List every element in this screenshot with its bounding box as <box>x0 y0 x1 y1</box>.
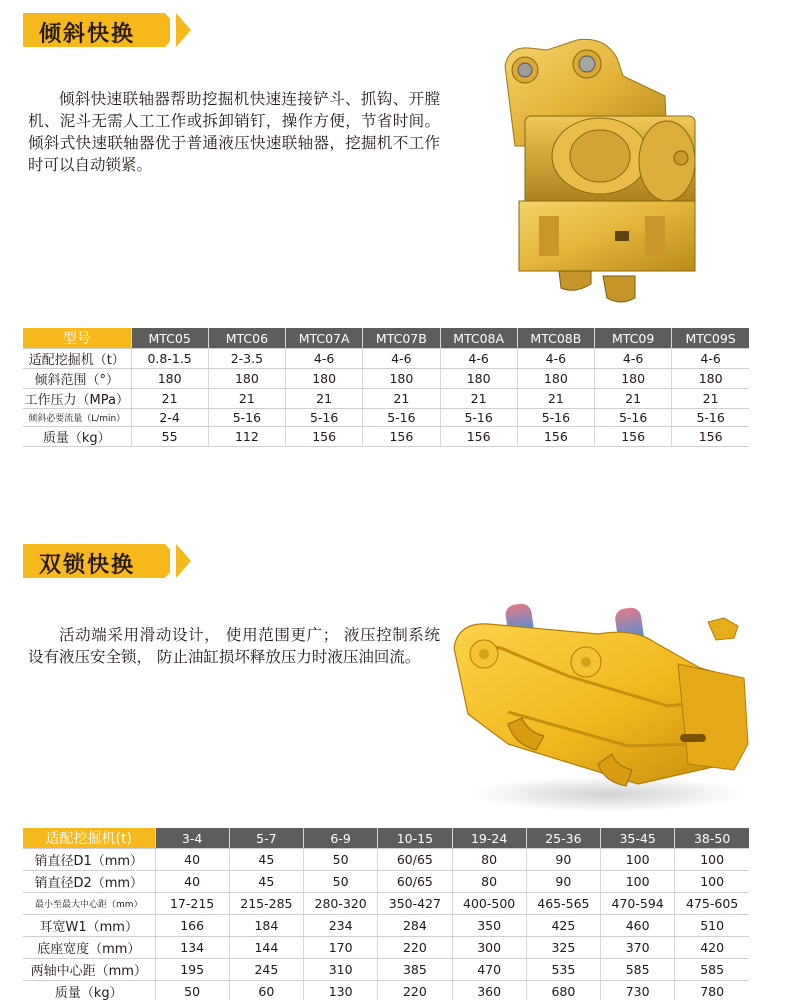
table-cell: 5-16 <box>208 409 285 427</box>
table-header-cell: MTC08B <box>517 328 594 349</box>
section2-banner <box>23 544 193 578</box>
table-cell: 460 <box>601 915 675 937</box>
table-row <box>23 937 749 959</box>
table-row <box>23 849 749 871</box>
table-header-cell: 19-24 <box>452 828 526 849</box>
row-label: 倾斜范围（°） <box>23 369 131 389</box>
table-cell: 156 <box>363 427 440 447</box>
table-cell: 4-6 <box>672 349 749 369</box>
row-label: 底座宽度（mm） <box>23 937 155 959</box>
row-label: 两轴中心距（mm） <box>23 959 155 981</box>
table-row <box>23 389 749 409</box>
row-label: 耳宽W1（mm） <box>23 915 155 937</box>
table-cell: 21 <box>672 389 749 409</box>
table-cell: 17-215 <box>155 893 229 915</box>
table-cell: 50 <box>304 871 378 893</box>
table-cell: 220 <box>378 937 452 959</box>
table-cell: 360 <box>452 981 526 1000</box>
table-cell: 425 <box>526 915 600 937</box>
table-cell: 156 <box>286 427 363 447</box>
table-cell: 60 <box>229 981 303 1000</box>
table-cell: 4-6 <box>440 349 517 369</box>
table-cell: 180 <box>286 369 363 389</box>
table-cell: 465-565 <box>526 893 600 915</box>
table-row <box>23 427 749 447</box>
table-cell: 156 <box>672 427 749 447</box>
table-cell: 2-4 <box>131 409 208 427</box>
table-row <box>23 981 749 1000</box>
table-cell: 156 <box>595 427 672 447</box>
table-cell: 730 <box>601 981 675 1000</box>
table-cell: 4-6 <box>363 349 440 369</box>
table-cell: 50 <box>155 981 229 1000</box>
row-label: 质量（kg） <box>23 981 155 1000</box>
table-header-cell: 6-9 <box>304 828 378 849</box>
table-cell: 385 <box>378 959 452 981</box>
table-cell: 60/65 <box>378 849 452 871</box>
table-cell: 130 <box>304 981 378 1000</box>
table-cell: 21 <box>131 389 208 409</box>
table-cell: 144 <box>229 937 303 959</box>
section2-spec-table <box>23 828 749 1000</box>
table-cell: 21 <box>208 389 285 409</box>
table-row <box>23 893 749 915</box>
table-cell: 100 <box>675 849 749 871</box>
table-cell: 166 <box>155 915 229 937</box>
row-label: 倾斜必要流量（L/min） <box>23 409 131 427</box>
table-cell: 90 <box>526 849 600 871</box>
table-cell: 420 <box>675 937 749 959</box>
table-cell: 370 <box>601 937 675 959</box>
table-header-cell: 3-4 <box>155 828 229 849</box>
table-header-cell: MTC09S <box>672 328 749 349</box>
section2-header-label: 适配挖掘机(t) <box>23 828 155 849</box>
section1-spec-table <box>23 328 749 447</box>
table-cell: 134 <box>155 937 229 959</box>
table-header-cell: 38-50 <box>675 828 749 849</box>
table-header-cell: MTC09 <box>595 328 672 349</box>
table-cell: 100 <box>675 871 749 893</box>
table-header-cell: 5-7 <box>229 828 303 849</box>
table-cell: 90 <box>526 871 600 893</box>
table-cell: 780 <box>675 981 749 1000</box>
table-cell: 5-16 <box>672 409 749 427</box>
table-cell: 45 <box>229 849 303 871</box>
table-row <box>23 915 749 937</box>
row-label: 销直径D1（mm） <box>23 849 155 871</box>
table-cell: 180 <box>208 369 285 389</box>
table-cell: 300 <box>452 937 526 959</box>
table-row <box>23 369 749 389</box>
table-cell: 0.8-1.5 <box>131 349 208 369</box>
table-cell: 100 <box>601 849 675 871</box>
table-cell: 5-16 <box>595 409 672 427</box>
table-header-cell: MTC07B <box>363 328 440 349</box>
table-row <box>23 871 749 893</box>
table-cell: 400-500 <box>452 893 526 915</box>
double-lock-coupler-image <box>448 594 752 816</box>
table-cell: 215-285 <box>229 893 303 915</box>
table-cell: 180 <box>440 369 517 389</box>
table-row <box>23 959 749 981</box>
table-cell: 4-6 <box>517 349 594 369</box>
table-cell: 180 <box>363 369 440 389</box>
table-row <box>23 409 749 427</box>
table-cell: 156 <box>440 427 517 447</box>
table-cell: 80 <box>452 849 526 871</box>
table-cell: 100 <box>601 871 675 893</box>
table-cell: 510 <box>675 915 749 937</box>
table-cell: 170 <box>304 937 378 959</box>
table-cell: 5-16 <box>363 409 440 427</box>
table-header-cell: MTC07A <box>286 328 363 349</box>
table-cell: 5-16 <box>517 409 594 427</box>
table-cell: 21 <box>440 389 517 409</box>
table-cell: 245 <box>229 959 303 981</box>
table-header-cell: 35-45 <box>601 828 675 849</box>
table-header-cell: MTC05 <box>131 328 208 349</box>
table-cell: 470-594 <box>601 893 675 915</box>
table-cell: 325 <box>526 937 600 959</box>
table-cell: 585 <box>675 959 749 981</box>
row-label: 工作压力（MPa） <box>23 389 131 409</box>
table-cell: 195 <box>155 959 229 981</box>
table-cell: 234 <box>304 915 378 937</box>
table-cell: 2-3.5 <box>208 349 285 369</box>
section2-description: 活动端采用滑动设计， 使用范围更广； 液压控制系统设有液压安全锁， 防止油缸损坏释放压力时液压油回流。 <box>28 626 440 666</box>
table-cell: 55 <box>131 427 208 447</box>
section2-title: 双锁快换 <box>39 553 136 578</box>
table-cell: 180 <box>595 369 672 389</box>
table-cell: 220 <box>378 981 452 1000</box>
table-cell: 21 <box>517 389 594 409</box>
table-header-cell: 25-36 <box>526 828 600 849</box>
table-cell: 4-6 <box>595 349 672 369</box>
table-cell: 80 <box>452 871 526 893</box>
table-cell: 585 <box>601 959 675 981</box>
table-cell: 310 <box>304 959 378 981</box>
section1-title: 倾斜快换 <box>39 22 136 47</box>
table-header-cell: MTC08A <box>440 328 517 349</box>
row-label: 质量（kg） <box>23 427 131 447</box>
row-label: 最小至最大中心距（mm） <box>23 893 155 915</box>
table-cell: 5-16 <box>286 409 363 427</box>
table-cell: 21 <box>286 389 363 409</box>
table-cell: 40 <box>155 871 229 893</box>
table-cell: 180 <box>517 369 594 389</box>
section1-header-label: 型号 <box>23 328 131 349</box>
table-cell: 350 <box>452 915 526 937</box>
row-label: 适配挖掘机（t） <box>23 349 131 369</box>
table-cell: 156 <box>517 427 594 447</box>
table-cell: 180 <box>131 369 208 389</box>
table-cell: 50 <box>304 849 378 871</box>
table-cell: 21 <box>363 389 440 409</box>
table-cell: 184 <box>229 915 303 937</box>
table-row <box>23 349 749 369</box>
table-cell: 60/65 <box>378 871 452 893</box>
table-cell: 5-16 <box>440 409 517 427</box>
table-cell: 45 <box>229 871 303 893</box>
table-cell: 475-605 <box>675 893 749 915</box>
table-cell: 680 <box>526 981 600 1000</box>
table-cell: 284 <box>378 915 452 937</box>
table-cell: 350-427 <box>378 893 452 915</box>
table-header-cell: MTC06 <box>208 328 285 349</box>
table-cell: 4-6 <box>286 349 363 369</box>
table-cell: 21 <box>595 389 672 409</box>
table-header-cell: 10-15 <box>378 828 452 849</box>
table-cell: 180 <box>672 369 749 389</box>
table-cell: 40 <box>155 849 229 871</box>
table-cell: 112 <box>208 427 285 447</box>
table-cell: 535 <box>526 959 600 981</box>
section1-banner <box>23 13 193 47</box>
table-cell: 470 <box>452 959 526 981</box>
row-label: 销直径D2（mm） <box>23 871 155 893</box>
tilt-coupler-image <box>495 36 725 308</box>
table-cell: 280-320 <box>304 893 378 915</box>
section1-description: 倾斜快速联轴器帮助挖掘机快速连接铲斗、抓钩、开膛机、泥斗无需人工工作或拆卸销钉，操作方便，节省时间。倾斜式快速联轴器优于普通液压快速联轴器，挖掘机不工作时可以自动锁紧。 <box>28 90 440 174</box>
